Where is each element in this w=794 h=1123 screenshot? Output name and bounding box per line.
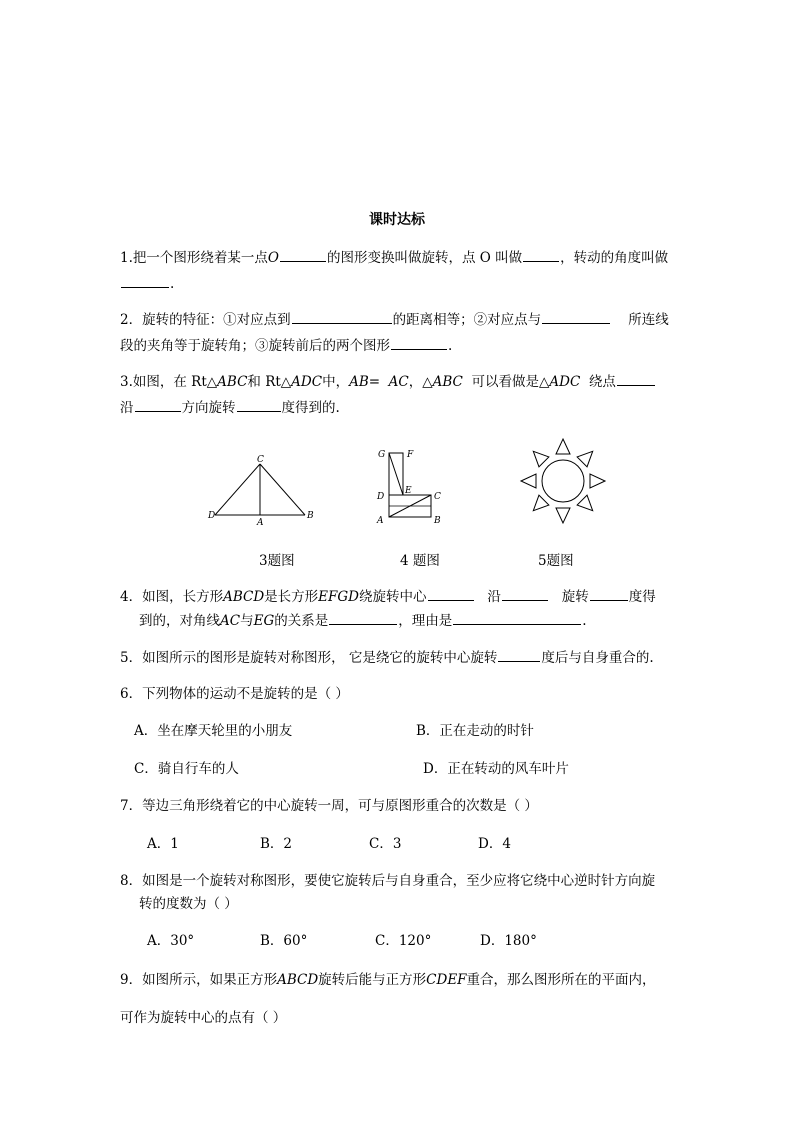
- figure-5-sun: [515, 433, 611, 529]
- answer-blank[interactable]: [590, 587, 628, 601]
- answer-blank[interactable]: [498, 648, 540, 662]
- fig4-label-f: F: [407, 450, 414, 460]
- q6-option-b[interactable]: B．正在走动的时针: [416, 723, 534, 739]
- q6-option-c[interactable]: C．骑自行车的人: [134, 761, 239, 777]
- caption-figure-4: 4 题图: [400, 553, 440, 569]
- question-5-line: 5．如图所示的图形是旋转对称图形， 它是绕它的旋转中心旋转 度后与自身重合的.: [120, 650, 654, 666]
- fig3-label-b: B: [307, 511, 314, 521]
- q8-option-a[interactable]: A．30°: [147, 933, 195, 949]
- answer-blank[interactable]: [617, 372, 655, 386]
- page-title: 课时达标: [369, 212, 425, 228]
- answer-blank[interactable]: [428, 587, 474, 601]
- fig4-label-g: G: [378, 450, 386, 460]
- fig3-label-a: A: [257, 518, 264, 527]
- q7-option-b[interactable]: B．2: [260, 836, 293, 852]
- answer-blank[interactable]: [292, 310, 392, 324]
- sun-ray: [556, 439, 570, 454]
- caption-figure-5: 5题图: [538, 553, 574, 569]
- question-1-line-1: 1.把一个图形绕着某一点O 的图形变换叫做旋转，点 O 叫做 ，转动的角度叫做: [120, 250, 669, 266]
- q6-option-a[interactable]: A．坐在摩天轮里的小朋友: [134, 723, 293, 739]
- question-8-stem-1: 8．如图是一个旋转对称图形，要使它旋转后与自身重合，至少应将它绕中心逆时针方向旋: [120, 873, 656, 889]
- answer-blank[interactable]: [135, 398, 181, 412]
- question-3-line-1: 3.如图，在 Rt△ABC和 Rt△ADC中，AB= AC，△ABC 可以看做是△ADC 绕点: [120, 372, 656, 391]
- question-8-stem-2: 转的度数为（ ）: [139, 896, 238, 912]
- question-1-line-2: .: [120, 274, 174, 293]
- sun-ray: [533, 451, 549, 467]
- fig3-label-d: D: [208, 511, 216, 521]
- fig3-edge: [215, 464, 260, 515]
- q7-option-d[interactable]: D．4: [478, 836, 511, 852]
- figure-4-rectangles: [372, 444, 452, 529]
- sun-ray: [577, 451, 593, 467]
- question-4-line-2: 到的，对角线AC与EG的关系是 ，理由是 .: [139, 613, 587, 629]
- question-9-line-2: 可作为旋转中心的点有（ ）: [120, 1010, 287, 1026]
- q8-option-d[interactable]: D．180°: [480, 933, 537, 949]
- question-2-line-1: 2．旋转的特征：①对应点到 的距离相等；②对应点与 所连线: [120, 312, 669, 328]
- fig3-label-c: C: [257, 455, 264, 465]
- answer-blank[interactable]: [280, 248, 326, 262]
- answer-blank[interactable]: [329, 611, 397, 625]
- fig4-label-d: D: [377, 492, 385, 502]
- fig4-diagonal-eg: [389, 453, 403, 495]
- answer-blank[interactable]: [391, 336, 447, 350]
- fig4-label-e: E: [405, 486, 412, 496]
- q7-option-c[interactable]: C．3: [369, 836, 402, 852]
- sun-ray: [556, 508, 570, 523]
- figure-3-triangles: [205, 452, 315, 527]
- answer-blank[interactable]: [523, 248, 559, 262]
- sun-ray: [533, 495, 549, 511]
- fig4-label-c: C: [434, 492, 441, 502]
- sun-ray: [577, 495, 593, 511]
- question-2-line-2: 段的夹角等于旋转角；③旋转前后的两个图形 .: [120, 338, 453, 354]
- fig4-label-a: A: [377, 516, 384, 526]
- answer-blank[interactable]: [121, 274, 169, 288]
- question-3-line-2: 沿 方向旋转 度得到的.: [120, 400, 340, 416]
- sun-ray: [521, 474, 536, 488]
- q6-option-d[interactable]: D．正在转动的风车叶片: [423, 761, 569, 777]
- question-9-line-1: 9．如图所示，如果正方形ABCD旋转后能与正方形CDEF重合，那么图形所在的平面内，: [120, 972, 656, 988]
- fig3-edge: [260, 464, 305, 515]
- answer-blank[interactable]: [237, 398, 281, 412]
- answer-blank[interactable]: [453, 611, 581, 625]
- sun-rays: [521, 439, 605, 523]
- q8-option-b[interactable]: B．60°: [260, 933, 308, 949]
- question-4-line-1: 4．如图，长方形ABCD是长方形EFGD绕旋转中心 沿 旋转 度得: [120, 589, 656, 605]
- sun-circle: [542, 460, 584, 502]
- q7-option-a[interactable]: A．1: [147, 836, 179, 852]
- question-6-stem: 6．下列物体的运动不是旋转的是（ ）: [120, 686, 349, 702]
- q8-option-c[interactable]: C．120°: [375, 933, 432, 949]
- caption-figure-3: 3题图: [259, 553, 295, 569]
- fig4-label-b: B: [434, 516, 441, 526]
- answer-blank[interactable]: [542, 310, 610, 324]
- sun-ray: [590, 474, 605, 488]
- answer-blank[interactable]: [502, 587, 548, 601]
- question-7-stem: 7．等边三角形绕着它的中心旋转一周，可与原图形重合的次数是（ ）: [120, 798, 538, 814]
